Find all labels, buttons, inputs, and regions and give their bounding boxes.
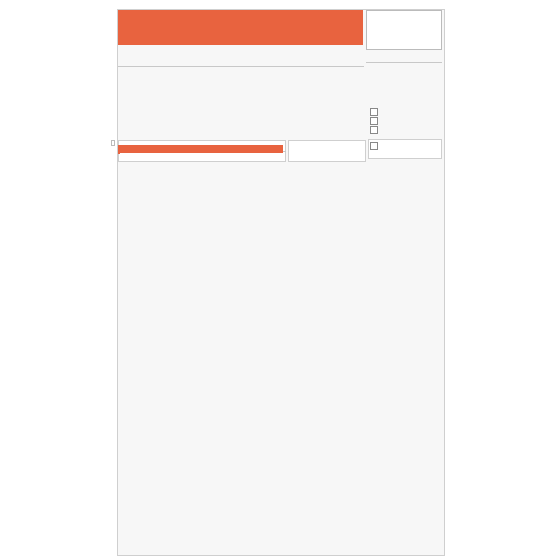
- stamp-box: [366, 10, 442, 50]
- section1-title: [118, 145, 283, 153]
- form-page: [117, 9, 445, 556]
- stamp-label: [367, 11, 441, 13]
- other-entries-field[interactable]: [368, 139, 442, 159]
- checkbox-pass[interactable]: [370, 117, 378, 125]
- checkbox-sonstige-ausweis[interactable]: [370, 126, 378, 134]
- checkbox-personalausweis[interactable]: [370, 108, 378, 116]
- form-title: [118, 10, 363, 45]
- request-date-field[interactable]: [288, 140, 366, 162]
- side-tab: [111, 140, 115, 146]
- checkbox-sonstige-eintragungen[interactable]: [370, 142, 378, 150]
- agency-divider: [366, 62, 442, 63]
- intro-divider: [118, 66, 364, 67]
